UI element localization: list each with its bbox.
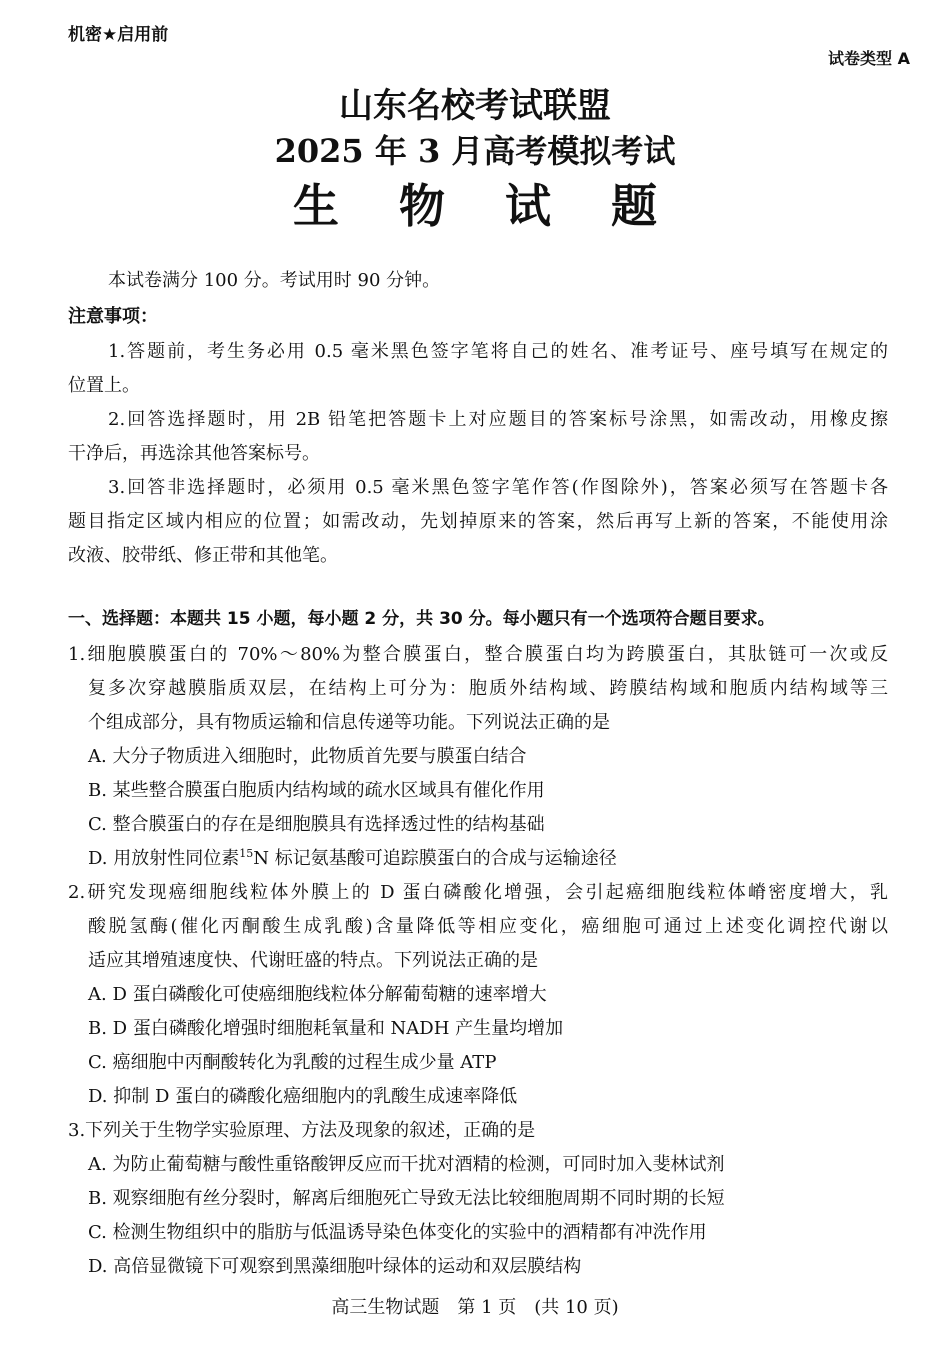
subject-title: 生 物 试 题: [292, 179, 680, 233]
note-3-line-1: 3.回答非选择题时，必须用 0.5 毫米黑色签字笔作答(作图除外)，答案必须写在答题卡各: [108, 477, 888, 498]
note-3-line-3: 改液、胶带纸、修正带和其他笔。: [68, 545, 338, 566]
q2-stem-line-2: 酸脱氢酶(催化丙酮酸生成乳酸)含量降低等相应变化，癌细胞可通过上述变化调控代谢以: [88, 916, 888, 937]
isotope-mass-number: 15: [239, 847, 254, 860]
paper-type-label: 试卷类型 A: [828, 49, 910, 68]
q3-option-c: C. 检测生物组织中的脂肪与低温诱导染色体变化的实验中的酒精都有冲洗作用: [88, 1222, 707, 1243]
q1-stem-line-3: 个组成部分，具有物质运输和信息传递等功能。下列说法正确的是: [88, 712, 610, 733]
q1-option-d-post: N 标记氨基酸可追踪膜蛋白的合成与运输途径: [253, 848, 617, 869]
note-1-line-1: 1.答题前，考生务必用 0.5 毫米黑色签字笔将自己的姓名、准考证号、座号填写在规定的: [108, 341, 888, 362]
q2-option-d: D. 抑制 D 蛋白的磷酸化癌细胞内的乳酸生成速率降低: [88, 1086, 518, 1107]
q2-option-a: A. D 蛋白磷酸化可使癌细胞线粒体分解葡萄糖的速率增大: [88, 984, 547, 1005]
note-2-line-2: 干净后，再选涂其他答案标号。: [68, 443, 320, 464]
q2-stem-line-1: 2.研究发现癌细胞线粒体外膜上的 D 蛋白磷酸化增强，会引起癌细胞线粒体嵴密度增大，乳: [68, 882, 888, 903]
q1-option-d: [88, 844, 617, 870]
q2-option-c: C. 癌细胞中丙酮酸转化为乳酸的过程生成少量 ATP: [88, 1052, 497, 1073]
q3-option-b: B. 观察细胞有丝分裂时，解离后细胞死亡导致无法比较细胞周期不同时期的长短: [88, 1188, 725, 1209]
section-heading: 一、选择题：本题共 15 小题，每小题 2 分，共 30 分。每小题只有一个选项符合题目要求。: [68, 609, 775, 629]
q1-stem-line-1: 1.细胞膜膜蛋白的 70%～80%为整合膜蛋白，整合膜蛋白均为跨膜蛋白，其肽链可一次或反: [68, 644, 888, 665]
q3-option-a: A. 为防止葡萄糖与酸性重铬酸钾反应而干扰对酒精的检测，可同时加入斐林试剂: [88, 1154, 725, 1175]
q2-stem-line-3: 适应其增殖速度快、代谢旺盛的特点。下列说法正确的是: [88, 950, 538, 971]
exam-title: 2025 年 3 月高考模拟考试: [274, 132, 676, 170]
q3-option-d: D. 高倍显微镜下可观察到黑藻细胞叶绿体的运动和双层膜结构: [88, 1256, 582, 1277]
note-1-line-2: 位置上。: [68, 375, 140, 396]
q1-option-b: B. 某些整合膜蛋白胞质内结构域的疏水区域具有催化作用: [88, 780, 545, 801]
note-2-line-1: 2.回答选择题时，用 2B 铅笔把答题卡上对应题目的答案标号涂黑，如需改动，用橡皮擦: [108, 409, 888, 430]
page-footer: 高三生物试题 第 1 页 (共 10 页): [331, 1297, 619, 1318]
q2-option-b: B. D 蛋白磷酸化增强时细胞耗氧量和 NADH 产生量均增加: [88, 1018, 564, 1039]
org-title: 山东名校考试联盟: [339, 86, 611, 126]
confidential-label: 机密★启用前: [68, 25, 169, 45]
intro-text: 本试卷满分 100 分。考试用时 90 分钟。: [108, 270, 441, 291]
q1-option-d-pre: D. 用放射性同位素: [88, 848, 240, 869]
q1-option-a: A. 大分子物质进入细胞时，此物质首先要与膜蛋白结合: [88, 746, 527, 767]
notes-heading: 注意事项：: [68, 306, 158, 327]
q3-stem-line-1: 3.下列关于生物学实验原理、方法及现象的叙述，正确的是: [68, 1120, 536, 1141]
note-3-line-2: 题目指定区域内相应的位置；如需改动，先划掉原来的答案，然后再写上新的答案，不能使用涂: [68, 511, 888, 532]
q1-stem-line-2: 复多次穿越膜脂质双层，在结构上可分为：胞质外结构域、跨膜结构域和胞质内结构域等三: [88, 678, 888, 699]
q1-option-c: C. 整合膜蛋白的存在是细胞膜具有选择透过性的结构基础: [88, 814, 545, 835]
